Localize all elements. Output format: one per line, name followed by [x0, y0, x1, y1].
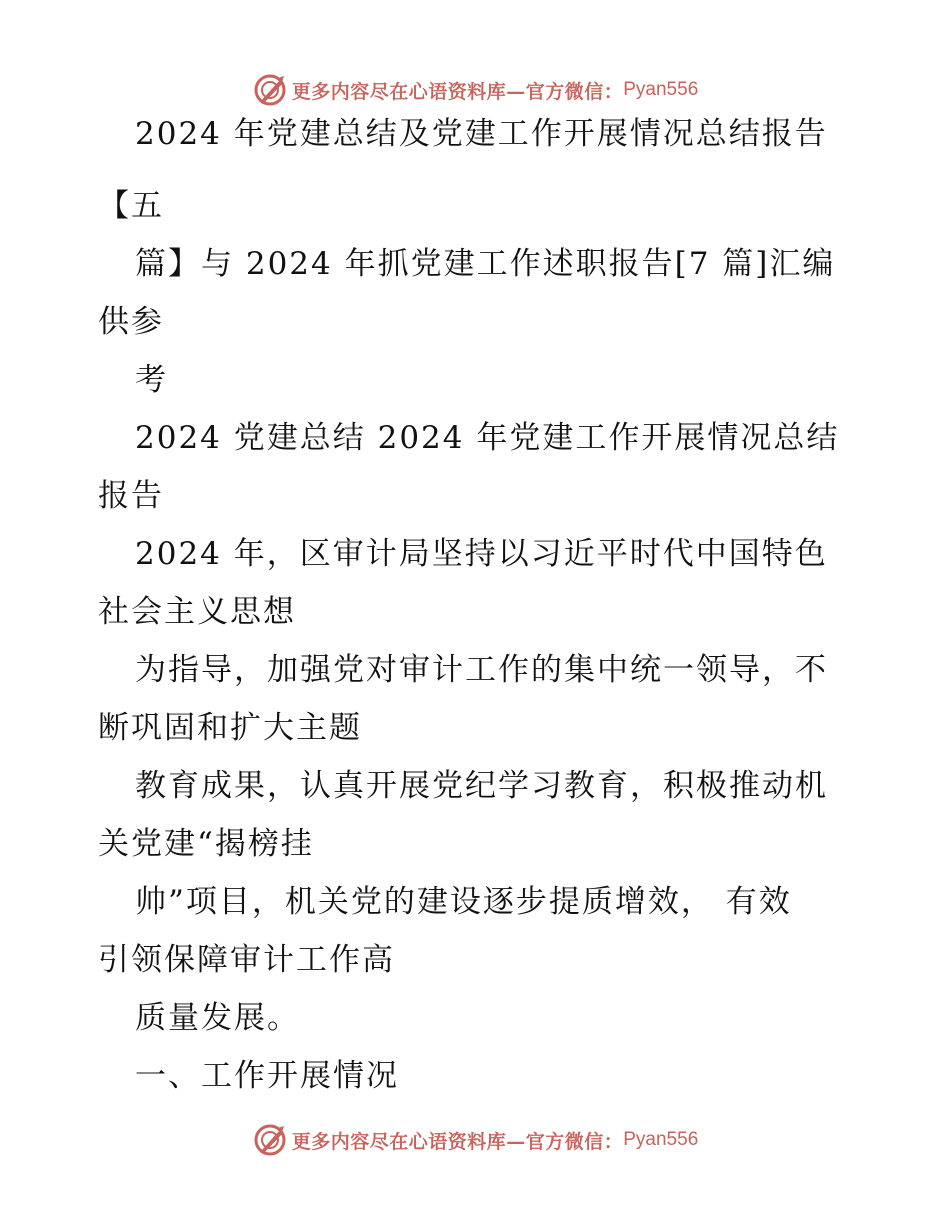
paragraph-line: 教育成果，认真开展党纪学习教育，积极推动机 — [135, 768, 828, 804]
watermark-text: 更多内容尽在心语资料库—官方微信： — [291, 80, 624, 103]
title-line-4: 供参 — [98, 304, 164, 340]
title-line-1: 2024 年党建总结及党建工作开展情况总结报告 — [135, 116, 828, 152]
quill-logo-icon — [252, 1122, 288, 1158]
subtitle-line-1: 2024 党建总结 2024 年党建工作开展情况总结 — [135, 420, 840, 456]
paragraph-line: 帅”项目，机关党的建设逐步提质增效， 有效 — [135, 884, 792, 920]
paragraph-line: 引领保障审计工作高 — [98, 942, 395, 978]
subtitle-line-2: 报告 — [98, 478, 164, 514]
paragraph-line: 社会主义思想 — [98, 594, 296, 630]
watermark-handle: Pyan556 — [623, 1129, 699, 1150]
paragraph-line: 关党建“揭榜挂 — [98, 826, 314, 862]
paragraph-line: 质量发展。 — [135, 1000, 300, 1036]
paragraph-line: 断巩固和扩大主题 — [98, 710, 362, 746]
quill-logo-icon — [252, 72, 288, 108]
title-line-3: 篇】与 2024 年抓党建工作述职报告[7 篇]汇编 — [135, 246, 836, 282]
title-line-5: 考 — [135, 362, 168, 398]
watermark-handle: Pyan556 — [623, 79, 699, 100]
section-heading: 一、工作开展情况 — [135, 1058, 399, 1094]
paragraph-line: 为指导，加强党对审计工作的集中统一领导，不 — [135, 652, 828, 688]
paragraph-line: 2024 年，区审计局坚持以习近平时代中国特色 — [135, 536, 828, 572]
watermark-text: 更多内容尽在心语资料库—官方微信： — [291, 1130, 624, 1153]
header-watermark — [0, 70, 950, 110]
title-line-2: 【五 — [98, 188, 164, 224]
footer-watermark — [0, 1120, 950, 1160]
